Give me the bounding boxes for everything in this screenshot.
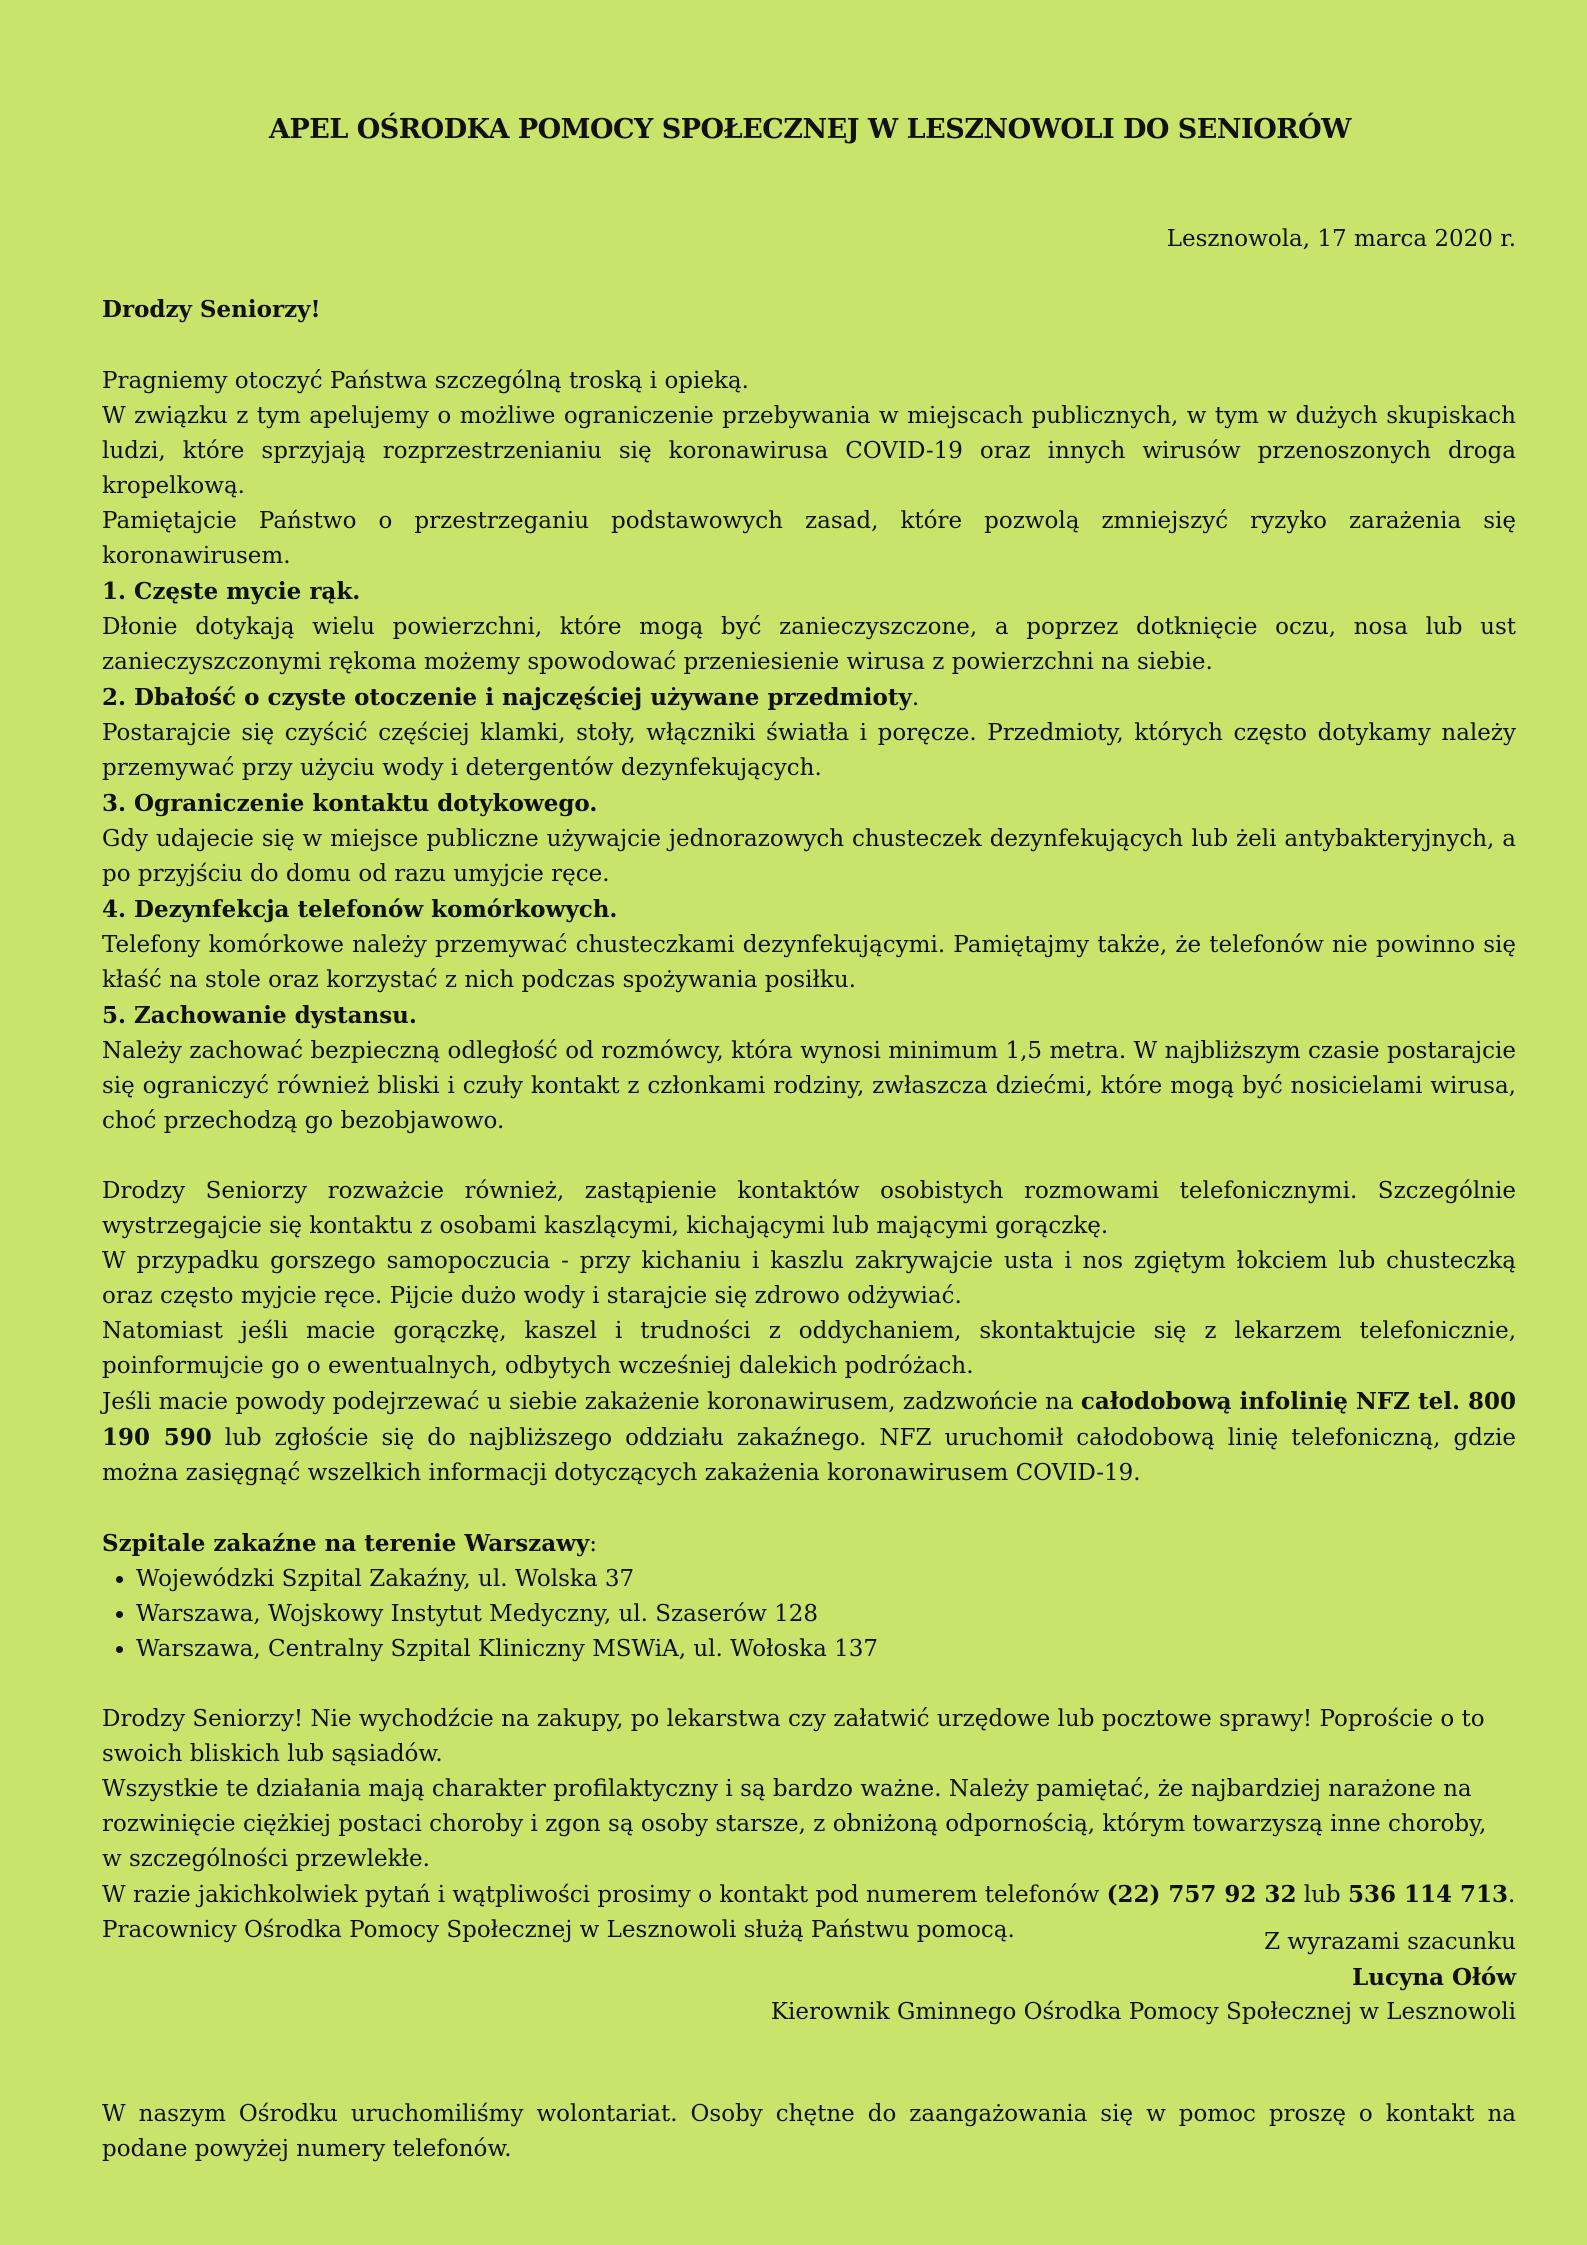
closing-line: Pracownicy Ośrodka Pomocy Społecznej w Lesznowoli służą Państwu pomocą. [102, 1917, 1015, 1943]
rule-text: Gdy udajecie się w miejsce publiczne używajcie jednorazowych chusteczek dezynfekujących lub żeli antybakteryjnych, a po przyjściu do domu od razu umyjcie ręce. [102, 826, 1516, 887]
contact-line [102, 1877, 1516, 1913]
rule-heading [102, 998, 1516, 1034]
phone-number: (22) 757 92 32 [1106, 1881, 1297, 1908]
document-date: Lesznowola, 17 marca 2020 r. [1166, 226, 1516, 252]
contact-text: . [1508, 1882, 1516, 1908]
salutation: Drodzy Seniorzy! [102, 296, 321, 323]
closing-line: rozwinięcie ciężkiej postaci choroby i zgon są osoby starsze, z obniżoną odpornością, którym towarzyszą inne choroby, [102, 1811, 1487, 1837]
closing-line: w szczególności przewlekłe. [102, 1846, 430, 1872]
hotline-text: lub zgłoście się do najbliższego oddziału zakaźnego. NFZ uruchomił całodobową linię telefoniczną, gdzie można zasięgnąć wszelkich informacji dotyczących zakażenia koronawirusem COVID-19. [102, 1425, 1516, 1486]
intro-paragraph: W związku z tym apelujemy o możliwe ograniczenie przebywania w miejscach publicznych, w tym w dużych skupiskach ludzi, które sprzyjają rozprzestrzenianiu się koronawirusa COVID-19 oraz innych wirusów przenoszonych droga kropelkową. [102, 403, 1516, 499]
list-item: • Warszawa, Centralny Szpital Kliniczny MSWiA, ul. Wołoska 137 [136, 1632, 1516, 1667]
intro-paragraph: Pamiętajcie Państwo o przestrzeganiu podstawowych zasad, które pozwolą zmniejszyć ryzyko zarażenia się koronawirusem. [102, 508, 1516, 569]
advice-paragraph: Drodzy Seniorzy rozważcie również, zastąpienie kontaktów osobistych rozmowami telefonicznymi. Szczególnie wystrzegajcie się kontaktu z osobami kaszlącymi, kichającymi lub mającymi gorączkę. [102, 1178, 1516, 1239]
closing-line: Drodzy Seniorzy! Nie wychodźcie na zakupy, po lekarstwa czy załatwić urzędowe lub pocztowe sprawy! Poproście o to [102, 1706, 1485, 1732]
hospitals-list [102, 1562, 1516, 1667]
advice-paragraph: W przypadku gorszego samopoczucia - przy kichaniu i kaszlu zakrywajcie usta i nos zgiętym łokciem lub chusteczką oraz często myjcie ręce. Pijcie dużo wody i starajcie się zdrowo odżywiać. [102, 1248, 1516, 1309]
rule-heading-text: 2. Dbałość o czyste otoczenie i najczęściej używane przedmioty [102, 684, 912, 711]
rule-heading [102, 574, 1516, 610]
list-item: • Warszawa, Wojskowy Instytut Medyczny, ul. Szaserów 128 [136, 1597, 1516, 1632]
main-content [102, 364, 1516, 1948]
hotline-number: całodobową infolinię NFZ tel. 800 190 590 [102, 1388, 1517, 1451]
rule-heading-text: 1. Częste mycie rąk. [102, 578, 361, 605]
rule-heading-text: 4. Dezynfekcja telefonów komórkowych. [102, 896, 618, 923]
spacer [102, 1491, 1516, 1526]
hotline-paragraph [102, 1384, 1516, 1491]
spacer [102, 1139, 1516, 1174]
hospitals-heading-suffix: : [589, 1531, 598, 1557]
closing-line: swoich bliskich lub sąsiadów. [102, 1741, 443, 1767]
spacer [102, 1667, 1516, 1702]
footer-text: W naszym Ośrodku uruchomiliśmy wolontariat. Osoby chętne do zaangażowania się w pomoc proszę o kontakt na podane powyżej numery telefonów. [102, 2101, 1516, 2162]
rule-heading [102, 786, 1516, 822]
intro-paragraph: Pragniemy otoczyć Państwa szczególną troską i opieką. [102, 368, 749, 394]
rule-text: Dłonie dotykają wielu powierzchni, które mogą być zanieczyszczone, a poprzez dotknięcie oczu, nosa lub ust zanieczyszczonymi rękoma możemy spowodować przeniesienie wirusa z powierzchni na siebie. [102, 614, 1516, 675]
advice-paragraph: Natomiast jeśli macie gorączkę, kaszel i trudności z oddychaniem, skontaktujcie się z lekarzem telefonicznie, poinformujcie go o ewentualnych, odbytych wcześniej dalekich podróżach. [102, 1318, 1516, 1379]
signatory-name: Lucyna Ołów [1352, 1964, 1516, 1991]
contact-text: W razie jakichkolwiek pytań i wątpliwości prosimy o kontakt pod numerem telefonów [102, 1882, 1107, 1908]
footer-note [102, 2097, 1516, 2167]
rule-heading-text: 3. Ograniczenie kontaktu dotykowego. [102, 790, 598, 817]
rule-text: Postarajcie się czyścić częściej klamki, stoły, włączniki światła i poręcze. Przedmioty, których często dotykamy należy przemywać przy użyciu wody i detergentów dezynfekujących. [102, 720, 1516, 781]
rule-heading-text: 5. Zachowanie dystansu. [102, 1002, 417, 1029]
document-title: APEL OŚRODKA POMOCY SPOŁECZNEJ W LESZNOWOLI DO SENIORÓW [269, 114, 1351, 145]
rule-heading-suffix: . [911, 685, 920, 711]
hotline-text: Jeśli macie powody podejrzewać u siebie zakażenie koronawirusem, zadzwońcie na [102, 1389, 1081, 1415]
contact-text: lub [1296, 1882, 1348, 1908]
rule-text: Telefony komórkowe należy przemywać chusteczkami dezynfekującymi. Pamiętajmy także, że telefonów nie powinno się kłaść na stole oraz korzystać z nich podczas spożywania posiłku. [102, 932, 1516, 993]
hospitals-heading [102, 1526, 1516, 1562]
rule-heading [102, 892, 1516, 928]
list-item: • Wojewódzki Szpital Zakaźny, ul. Wolska 37 [136, 1562, 1516, 1597]
closing-line: Wszystkie te działania mają charakter profilaktyczny i są bardzo ważne. Należy pamiętać, że najbardziej narażone na [102, 1776, 1472, 1802]
signatory-position: Kierownik Gminnego Ośrodka Pomocy Społecznej w Lesznowoli [770, 1999, 1516, 2025]
rule-text: Należy zachować bezpieczną odległość od rozmówcy, która wynosi minimum 1,5 metra. W najbliższym czasie postarajcie się ograniczyć również bliski i czuły kontakt z członkami rodziny, zwłaszcza dziećmi, które mogą być nosicielami wirusa, choć przechodzą go bezobjawowo. [102, 1038, 1516, 1134]
signature-block [771, 1925, 1516, 2030]
phone-number: 536 114 713 [1347, 1881, 1509, 1908]
rule-heading [102, 680, 1516, 716]
hospitals-heading-text: Szpitale zakaźne na terenie Warszawy [102, 1530, 590, 1557]
regards-text: Z wyrazami szacunku [1264, 1929, 1516, 1955]
